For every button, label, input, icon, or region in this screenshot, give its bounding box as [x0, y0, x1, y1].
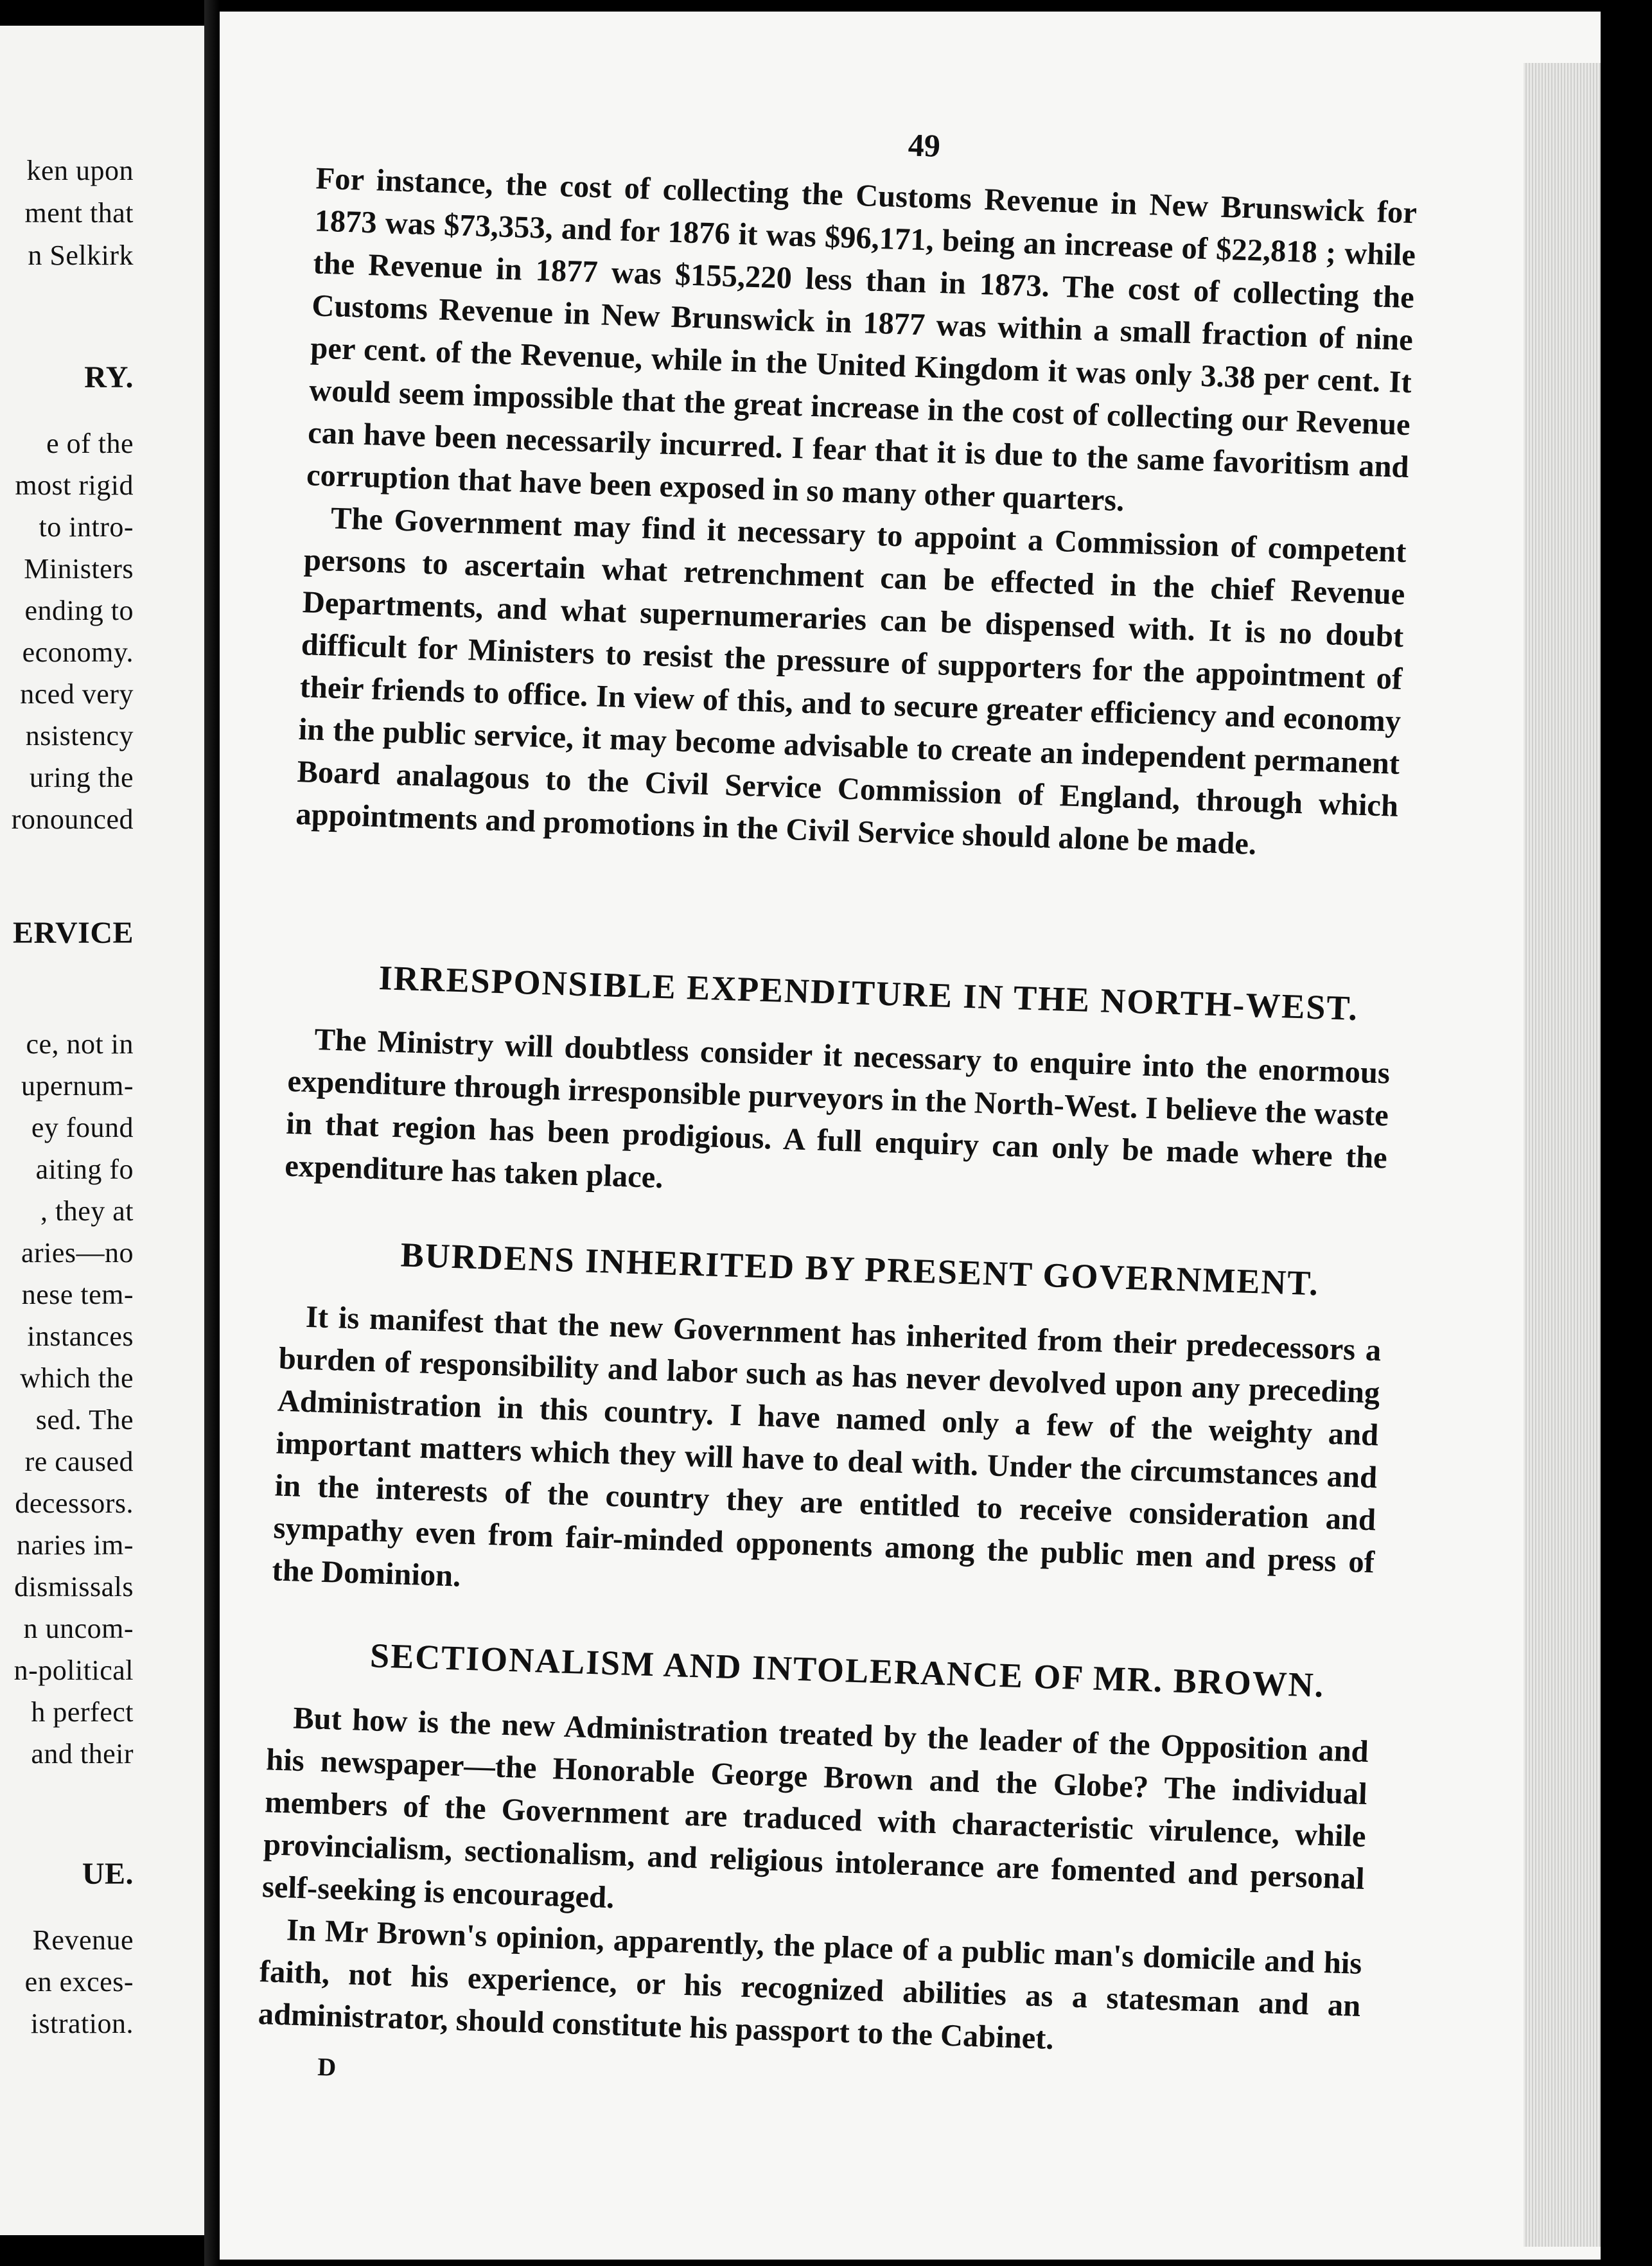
left-line: nsistency [25, 720, 134, 751]
left-line: most rigid [15, 470, 134, 501]
signature-mark: D [317, 2051, 337, 2082]
left-line: n uncom- [23, 1613, 134, 1644]
left-line: n Selkirk [28, 240, 134, 271]
left-line: istration. [30, 2008, 134, 2039]
left-line: economy. [22, 637, 134, 668]
section-text [272, 1295, 1382, 1627]
left-line: h perfect [31, 1696, 134, 1728]
left-line: instances [27, 1321, 134, 1352]
paragraph: It is manifest that the new Government has inherited from their predecessors a burden of responsibility and labor such as has never devolved upon any preceding Administration in this country. I have named only a few of the weighty and important matters which they will have to deal with. Under the circumstances and in the interests of the country they are entitled to receive consideration and sympathy even from fair-minded opponents among the public men and press of the Dominion. [271, 1299, 1382, 1594]
paragraph: In Mr Brown's opinion, apparently, the place of a public man's domicile and his faith, not his experience, or his recognized abilities as a statesman and an administrator, should constitute his passport to the Cabinet. [258, 1913, 1363, 2056]
left-line: sed. The [35, 1404, 134, 1436]
section-text [258, 1696, 1369, 2070]
left-line: uring the [29, 762, 134, 793]
left-line: Ministers [24, 553, 134, 584]
left-line: re caused [24, 1446, 134, 1477]
left-line: upernum- [21, 1070, 134, 1102]
paragraph: The Government may find it necessary to appoint a Commission of competent persons to ascertain what retrenchment can be effected in the chief Revenue Departments, and what supernumeraries can be dispensed with. It is no doubt difficult for Ministers to resist the pressure of supporters for the appointment of their friends to office. In view of this, and to secure greater efficiency and economy in the public service, it may become advisable to create an independent permanent Board analagous to the Civil Service Commission of England, through which appointments and promotions in the Civil Service should alone be made. [295, 501, 1407, 861]
paragraph: For instance, the cost of collecting the Customs Revenue in New Brunswick for 1873 was $73,353, and for 1876 it was $96,171, being an increase of $22,818 ; while the Revenue in 1877 was $155,220 less than in 1873. The cost of collecting the Customs Revenue in New Brunswick in 1877 was within a small fraction of nine per cent. of the Revenue, while in the United Kingdom it was only 3.38 per cent. It would seem impossible that the great increase in the cost of collecting our Revenue can have been necessarily incurred. I fear that it is due to the same favoritism and corruption that have been exposed in so many other quarters. [306, 161, 1418, 518]
left-line: Revenue [32, 1924, 134, 1956]
left-line: ken upon [26, 155, 134, 186]
left-line: decessors. [15, 1488, 134, 1519]
left-line: to intro- [39, 511, 134, 543]
left-line: en exces- [24, 1966, 134, 1998]
left-line: ending to [24, 595, 134, 626]
left-line: nese tem- [21, 1279, 134, 1310]
left-line: ment that [24, 197, 134, 229]
section-heading: BURDENS INHERITED BY PRESENT GOVERNMENT. [400, 1235, 1320, 1303]
left-line: , they at [40, 1195, 134, 1227]
section-heading: SECTIONALISM AND INTOLERANCE OF MR. BROWN. [369, 1636, 1326, 1705]
left-line: ey found [31, 1112, 134, 1143]
left-line: aiting fo [35, 1154, 134, 1185]
left-line: n-political [13, 1655, 134, 1686]
paragraph: The Ministry will doubtless consider it necessary to enquire into the enormous expenditure through irresponsible purveyors in the North-West. I believe the waste in that region has been prodigious. A full enquiry can only be made where the expenditure has taken place. [284, 1023, 1391, 1195]
main-page [220, 12, 1601, 2260]
left-facing-page [0, 26, 204, 2235]
rotated-page-content [184, 0, 1635, 2266]
left-line: aries—no [21, 1237, 134, 1269]
left-line: dismissals [14, 1571, 134, 1603]
left-heading: UE. [82, 1857, 134, 1891]
paragraph: But how is the new Administration treated by the leader of the Opposition and his newspaper—the Honorable George Brown and the Globe? The individual members of the Government are traduced with characteristic virulence, while provincialism, sectionalism, and religious intolerance are fomented and personal self-seeking is encouraged. [261, 1701, 1369, 1915]
left-line: ronounced [11, 804, 134, 835]
left-line: naries im- [16, 1529, 134, 1561]
page-number: 49 [907, 127, 941, 164]
left-line: e of the [46, 428, 134, 459]
section-heading: IRRESPONSIBLE EXPENDITURE IN THE NORTH-WEST. [378, 958, 1359, 1028]
left-heading: ERVICE [12, 916, 134, 950]
left-line: nced very [20, 678, 134, 710]
left-line: which the [20, 1362, 134, 1394]
section-text [284, 1018, 1390, 1222]
intro-text [295, 157, 1418, 870]
left-line: ce, not in [26, 1028, 134, 1060]
left-heading: RY. [84, 360, 134, 394]
left-line: and their [31, 1738, 134, 1770]
